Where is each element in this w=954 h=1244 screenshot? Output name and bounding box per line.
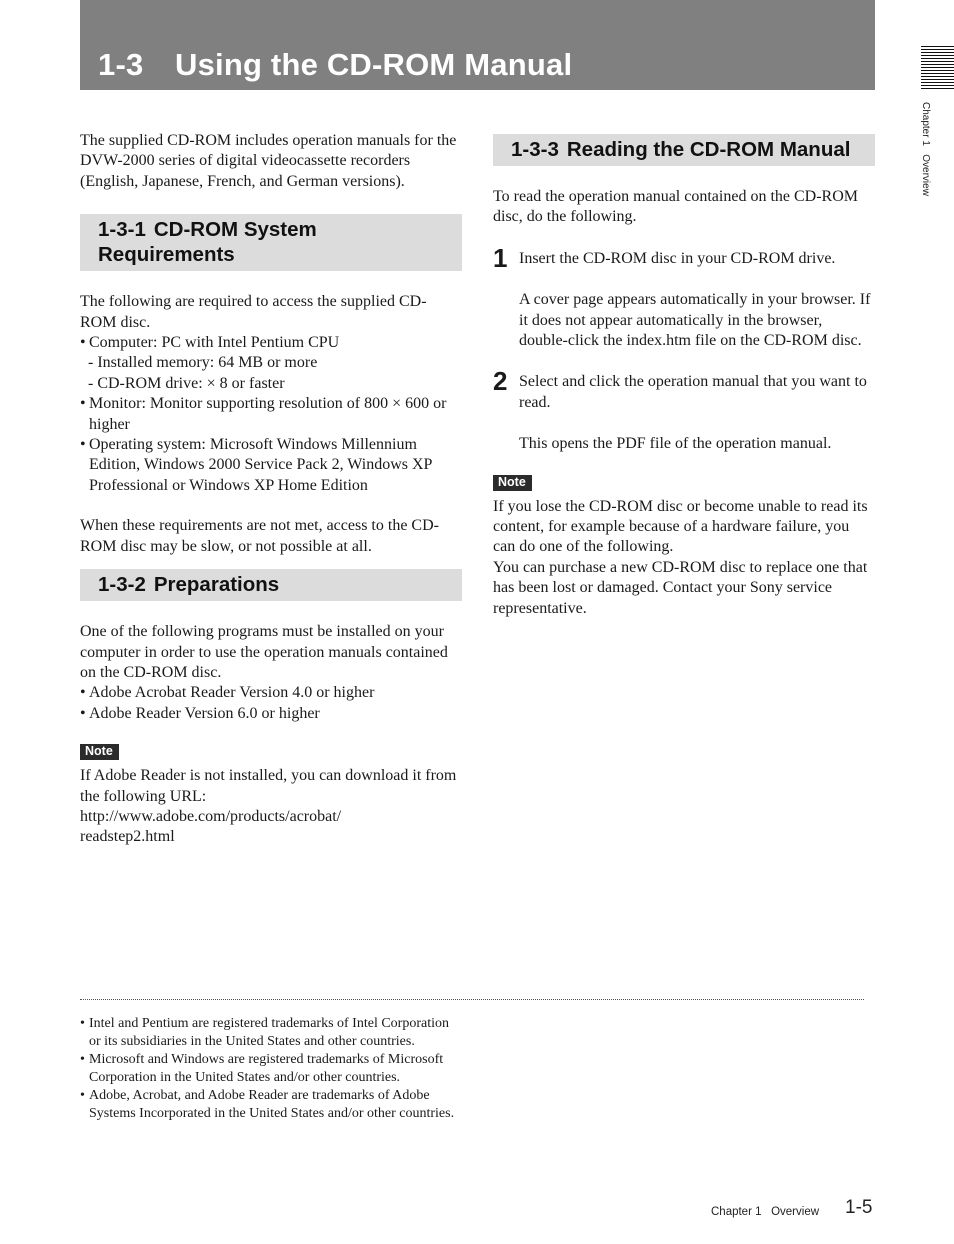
requirements-closing: When these requirements are not met, access to the CD-ROM disc may be slow, or not possible at all.	[80, 517, 439, 555]
section-title: Using the CD-ROM Manual	[175, 47, 573, 82]
step-number: 2	[493, 366, 508, 397]
section-number: 1-3	[98, 47, 144, 82]
requirements-intro: The following are required to access the supplied CD-ROM disc.	[80, 293, 427, 331]
footnote-item: • Intel and Pentium are registered trademarks of Intel Corporation or its subsidiaries in the United States and other countries.	[80, 1015, 460, 1051]
requirement-drive: - CD-ROM drive: × 8 or faster	[88, 374, 285, 392]
requirement-computer: Computer: PC with Intel Pentium CPU	[89, 334, 340, 352]
footnote-adobe: Adobe, Acrobat, and Adobe Reader are trademarks of Adobe Systems Incorporated in the United States and/or other countries.	[89, 1088, 455, 1121]
list-item: • Adobe Reader Version 6.0 or higher	[80, 704, 462, 724]
preparations-intro: One of the following programs must be installed on your computer in order to use the operation manuals contained on the CD-ROM disc.	[80, 623, 448, 681]
footnote-intel: Intel and Pentium are registered trademarks of Intel Corporation or its subsidiaries in the United States and other countries.	[89, 1016, 449, 1049]
title-bar	[80, 0, 875, 90]
list-item: • Adobe Acrobat Reader Version 4.0 or higher	[80, 683, 462, 703]
footnote-item: • Adobe, Acrobat, and Adobe Reader are trademarks of Adobe Systems Incorporated in the United States and/or other countries.	[80, 1087, 460, 1123]
section-heading-number: 1-3-3	[511, 138, 559, 161]
step-number: 1	[493, 242, 508, 273]
list-item: • Operating system: Microsoft Windows Millennium Edition, Windows 2000 Service Pack 2, Windows XP Professional or Windows XP Home Edition	[80, 435, 462, 496]
list-item: • Computer: PC with Intel Pentium CPU	[80, 333, 462, 353]
download-url-line-2: readstep2.html	[80, 828, 175, 846]
side-chapter-label: Chapter 1 Overview	[920, 102, 931, 196]
step-text: Insert the CD-ROM disc in your CD-ROM drive.	[519, 249, 836, 267]
left-column	[80, 131, 462, 848]
requirement-os: Operating system: Microsoft Windows Millennium Edition, Windows 2000 Service Pack 2, Windows XP Professional or Windows XP Home Edition	[89, 436, 432, 494]
program-acrobat: Adobe Acrobat Reader Version 4.0 or higher	[89, 684, 375, 702]
section-heading-1-3-3	[493, 134, 875, 166]
section-heading-title: Reading the CD-ROM Manual	[566, 138, 851, 161]
note-text-continued: You can purchase a new CD-ROM disc to replace one that has been lost or damaged. Contact your Sony service representative.	[493, 558, 868, 617]
step-1	[493, 242, 875, 352]
step-2	[493, 366, 875, 454]
requirement-monitor: Monitor: Monitor supporting resolution of 800 × 600 or higher	[89, 395, 447, 433]
chapter-thumb-tab	[921, 46, 954, 90]
note-badge: Note	[493, 475, 532, 491]
section-heading-title: CD-ROM System Requirements	[98, 218, 317, 267]
page-number: 1-5	[845, 1197, 873, 1218]
step-text: Select and click the operation manual that you want to read.	[519, 373, 867, 411]
reading-intro: To read the operation manual contained on the CD-ROM disc, do the following.	[493, 188, 858, 226]
section-heading-1-3-2	[80, 569, 462, 601]
footnote-divider	[80, 999, 864, 1000]
note-badge: Note	[80, 744, 119, 760]
step-detail: This opens the PDF file of the operation manual.	[519, 435, 832, 453]
footnote-microsoft: Microsoft and Windows are registered trademarks of Microsoft Corporation in the United States and/or other countries.	[89, 1052, 444, 1085]
footnote-item: • Microsoft and Windows are registered trademarks of Microsoft Corporation in the United States and/or other countries.	[80, 1051, 460, 1087]
footnotes	[80, 1015, 460, 1123]
section-heading-1-3-1	[80, 214, 462, 271]
step-detail: A cover page appears automatically in your browser. If it does not appear automatically in the browser, double-click the index.htm file on the CD-ROM disc.	[519, 291, 871, 350]
program-reader: Adobe Reader Version 6.0 or higher	[89, 704, 320, 722]
page-title	[98, 47, 572, 83]
footer-chapter: Chapter 1 Overview	[711, 1206, 820, 1218]
note-text: If you lose the CD-ROM disc or become unable to read its content, for example because of a hardware failure, you can do one of the following.	[493, 497, 868, 556]
note-text: If Adobe Reader is not installed, you can download it from the following URL:	[80, 767, 457, 805]
list-item: • Monitor: Monitor supporting resolution of 800 × 600 or higher	[80, 394, 462, 435]
download-url-line-1: http://www.adobe.com/products/acrobat/	[80, 807, 342, 825]
section-heading-number: 1-3-2	[98, 573, 146, 597]
section-heading-number: 1-3-1	[98, 218, 146, 242]
right-column	[493, 134, 875, 619]
intro-paragraph: The supplied CD-ROM includes operation manuals for the DVW-2000 series of digital videocassette recorders (English, Japanese, French, and German versions).	[80, 132, 457, 190]
requirement-memory: - Installed memory: 64 MB or more	[88, 354, 318, 372]
section-heading-title: Preparations	[153, 573, 280, 597]
